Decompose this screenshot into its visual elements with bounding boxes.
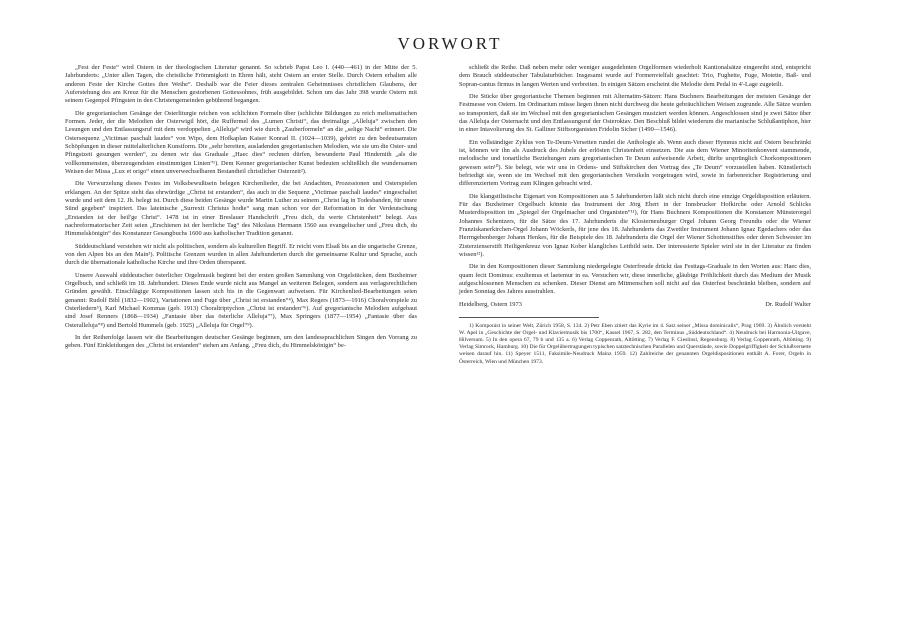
paragraph: Die gregorianischen Gesänge der Osterliturgie reichen von schlichten Formeln über (schlichte Bildungen zu reich melismatischen Formen. Jeder, der die Melodien der Osterwigil hört, die Ruffermel des „Lumen Christi“, das dreimalige „Alleluja“ zwischen den Lesungen und den Entlassungsruf mit dem verdoppelten „Alleluja“ wird wie durch „Zauberformeln“ an die „selige Nacht“ erinnert. Die Ostersequenz „Victimae paschali laudes“ von Wipo, dem Hofkaplan Kaiser Konrad II. (1024—1039), gehört zu den bedeutsamsten Schöpfungen in dieser mittelalterlichen Kunstform. Die „sehr bereiten, ausladenden gregorianischen Melodien, wie sie um die Oster- und Pfingstzeit gesungen werden“, zu denen wir das Graduale „Haec dies“ rechnen dürfen, bewunderte Paul Hindemith „als die vollkommensten, überzeugendsten einstimmigen Linien“¹). Dem Kenner gregorianischer Kunst bedeuten schließlich die wundersamen Weisen der Missa „Lux et origo“ einen unverwechselbaren Bestandteil christlicher Osterzeit²).: [65, 109, 417, 175]
paragraph: Süddeutschland verstehen wir nicht als politischen, sondern als kulturellen Begriff. Er reicht vom Elsaß bis an die ungarische Grenze, von den Alpen bis an den Main³). Politische Grenzen wurden in allen Jahrhunderten durch die gemeinsame Kultur und Sprache, auch durch die übernationale katholische Kirche und ihre Orden überspannt.: [65, 242, 417, 267]
signature-line: [459, 301, 811, 309]
paragraph: schließt die Reihe. Daß neben mehr oder weniger ausgedehnten Orgelformen wiederholt Kantionalsätze eingereiht sind, entspricht dem Brauch süddeutscher Tabulaturbücher. Insgesamt wurde auf Formenvielfalt geachtet: Trio, Fughette, Fuge, Motette, Baß- und Sopran-cantus firmus in langen Werten und verbreiten. In einigen Sätzen erscheint die Melodie dem Pedal in 4'-Lage zugeteilt.: [459, 64, 811, 88]
left-column: [65, 64, 417, 355]
place-date: Heidelberg, Ostern 1973: [459, 300, 522, 308]
paragraph: Die in den Kompositionen dieser Sammlung niedergelegte Osterfreude drückt das Festtags-Graduale in den Worten aus: Haec dies, quam fecit Dominus: exultemus et laetemur in ea. Versuchen wir, diese innerliche, gläubige Fröhlichkeit durch das Medium der Musik aufgeschlossenen Menschen zu schenken. Dieser Dienst am Mitmenschen soll nicht auf das Osterfest beschränkt bleiben, sondern auf jeden Sonntag des Jahres ausstrahlen.: [459, 263, 811, 296]
paragraph: Die Verwurzelung dieses Festes im Volksbewußtsein belegen Kirchenlieder, die bei Andachten, Prozessionen und Osterspielen erklangen. An der Spitze steht das ehrwürdige „Christ ist erstanden“, das auch in die Sequenz „Victimae paschali laudes“ eingeschaltet wurde und seit dem 12. Jh. belegt ist. Durch diese beiden Gesänge wurde Martin Luther zu seinem „Christ lag in Todesbanden, für unsre Sünd gegeben“ inspiriert. Das lateinische „Surrexit Christus hodie“ sang man schon vor der Reformation in der Verdeutschung „Erstanden ist der heil'ge Christ“. 1478 ist in einer Breslauer Handschrift „Freu dich, du werte Christenheit“ belegt. Aus nachreformatorischer Zeit seien „Erschienen ist der herrliche Tag“ des Nikolaus Hermann 1560 aus evangelischer und „Freu dich, du Himmelskönigin“ des Konstanzer Gesangbuchs 1600 aus katholischer Tradition genannt.: [65, 180, 417, 238]
paragraph: „Fest der Feste“ wird Ostern in der theologischen Literatur genannt. So schrieb Papst Leo I. (440—461) in der Mitte der 5. Jahrhunderts: „Unter allen Tagen, die christliche Frömmigkeit in Ehren hält, steht Ostern an erster Stelle. Durch Ostern erhalten alle anderen Feste der Kirche Gottes ihre Weihe“. Deshalb war die Feier dieses zentralen Geheimnisses christlichen Glaubens, der Auferstehung des am Kreuz für die Menschen gestorbenen Gottessohnes, früh ausgebildet. Schon um das Jahr 398 wurde Ostern mit seinem Gegenpol Pfingsten in den Christengemeinden gebührend begangen.: [65, 64, 417, 105]
author-name: Dr. Rudolf Walter: [765, 300, 811, 308]
paragraph: Unsere Auswahl süddeutscher österlicher Orgelmusik beginnt bei der ersten großen Sammlung von Orgelstücken, dem Buxheimer Orgelbuch, und schließt im 18. Jahrhundert. Dieses Ende wurde nicht aus Mangel an weiteren Belegen, sondern aus verlagsrechtlichen Gründen gewählt. Einschlägige Kompositionen lassen sich bis in die Gegenwart aufweisen. Für Kirchenlied-Bearbeitungen seien genannt: Rudolf Bibl (1832—1902), Variationen und Fuge über „Christ ist erstanden“⁴), Max Regers (1873—1916) Choralvorspiele zu Osterliedern⁵), Karl Michael Kommas (geb. 1913) Choraltriptychon „Christ ist erstanden“⁶). Auf gregorianische Melodien aufgebaut sind Josef Renners (1868—1934) „Fantasie über das österliche Alleluja“⁷), Max Springers (1877—1954) „Fantasie über das Osteralleluja“⁸) und Bertold Hummels (geb. 1925) „Alleluja für Orgel“⁹).: [65, 271, 417, 329]
paragraph: Die klangstilistische Eigenart von Kompositionen aus 5 Jahrhunderten läßt sich nicht durch eine einzige Orgeldisposition erläutern. Für das Buxheimer Orgelbuch könnte das Instrument der Jörg Ebert in der Innsbrucker Hofkirche oder Arnold Schlicks Musterdisposition im „Spiegel der Orgelmacher und Organisten“¹¹), für Hans Buchners Kompositionen die Konstanzer Münsterorgel Johannes Schentzers, für die Sätze des 17. Jahrhunderts die Klosterneuburger Orgel Johann Georg Freundts oder die Wiener Franziskanerkirchen-Orgel Johann Wöckerls, für jene des 18. Jahrhunderts das Zwettler Instrument Johann Ignaz Egedachers oder das Herrngebenberger Johann Henkes, für die Beispiele des 18. Jahrhunderts die Orgel der Wiener Schottenstiftes oder deren Schwester im Zisterzienserstift Heiligenkreuz von Ignaz Kober klangliches Leitbild sein. Der interessierte Spieler wird sie in der Literatur zu finden wissen¹²).: [459, 192, 811, 258]
paragraph: In der Reihenfolge lassen wir die Bearbeitungen deutscher Gesänge beginnen, um den landessprachlichen Singen den Vorrang zu geben. Fünf Einkleidungen des „Christ ist erstanden“ stehen am Anfang. „Freu dich, du Himmelskönigin“ be-: [65, 333, 417, 350]
footnote-divider: [459, 317, 599, 318]
right-column: [459, 64, 811, 370]
paragraph: Die Stücke über gregorianische Themen beginnen mit Alternatim-Sätzen: Hans Buchners Bearbeitungen der meisten Gesänge der Festmesse von Ostern. Im Ordinarium müsse liegen ihnen nicht durchweg die heute gebräuchlichen Weisen zugrunde. Alle Sätze wurden so transponiert, daß sie im Wechsel mit den gregorianischen Gesängen musiziert werden können. Angeschlossen sind je zwei Sätze über das Alleluja der Osternacht und den Entlassungsruf der Osteroktav. Den Beschluß bildet wiederum die marianische Schlußantiphon, hier in einer Intavolierung des St. Galliner Stiftsorganisten Fridolin Sicher (1490—1546).: [459, 92, 811, 134]
paragraph: Ein vollständiger Zyklus von Te-Deum-Versetten rundet die Anthologie ab. Wenn auch dieser Hymnus nicht auf Ostern beschränkt ist, können wir ihn als Ausdruck des Jubels der erlösten Christenheit einsetzen. Die aus dem Wiener Minoritenkonvent stammende, melodische und tonartliche Beziehungen zum gregorianischen Te Deum aufweisende Arbeit, dürfte ursprünglich Chorkompositionen gewesen sein¹⁰). Sie belegt, wie wir uns in Ordens- und Stiftskirchen den Vortrag des „Te Deum“ vorzustellen haben. Künstlerisch befriedigt sie, wenn sie im Wechsel mit den gregorianischen Versikeln vorgetragen wird, sowie in farbenreicher Registrierung und differenziertem Vortrag zum Klingen gebracht wird.: [459, 138, 811, 188]
page-title: VORWORT: [397, 34, 503, 53]
footnotes: 1) Komponist in seiner Welt, Zürich 1958, S. 134. 2) Petr Eben zitiert das Kyrie im 4. Satz seiner „Missa dominicalis“, Prag 1969. 3) Ähnlich versteht W. Apel in „Geschichte der Orgel- und Klaviermusik bis 1700“, Kassel 1967, S. 282, den Terminus „Süddeutschland“. 4) Neudruck bei Harmonia-Uitgave, Hilversum. 5) In den opera 67, 79 b und 135 a. 6) Verlag Coppenrath, Altötting. 7) Verlag F. Cieslinsl, Regensburg. 8) Verlag Coppenrath, Altötting. 9) Verlag Simrock, Hamburg. 10) Die für Orgelübertragungen typischen satztechnischen Parallelen und Querstände, sowie Doppelgriffigkeit der Schlußversette weisen darauf hin. 11) Speyer 1511, Faksimile-Neudruck Mainz 1959. 12) Zahlreiche der genannten Orgeldispositionen enthält A. Forer, Orgeln in Österreich, Wien und München 1973.: [459, 322, 811, 365]
